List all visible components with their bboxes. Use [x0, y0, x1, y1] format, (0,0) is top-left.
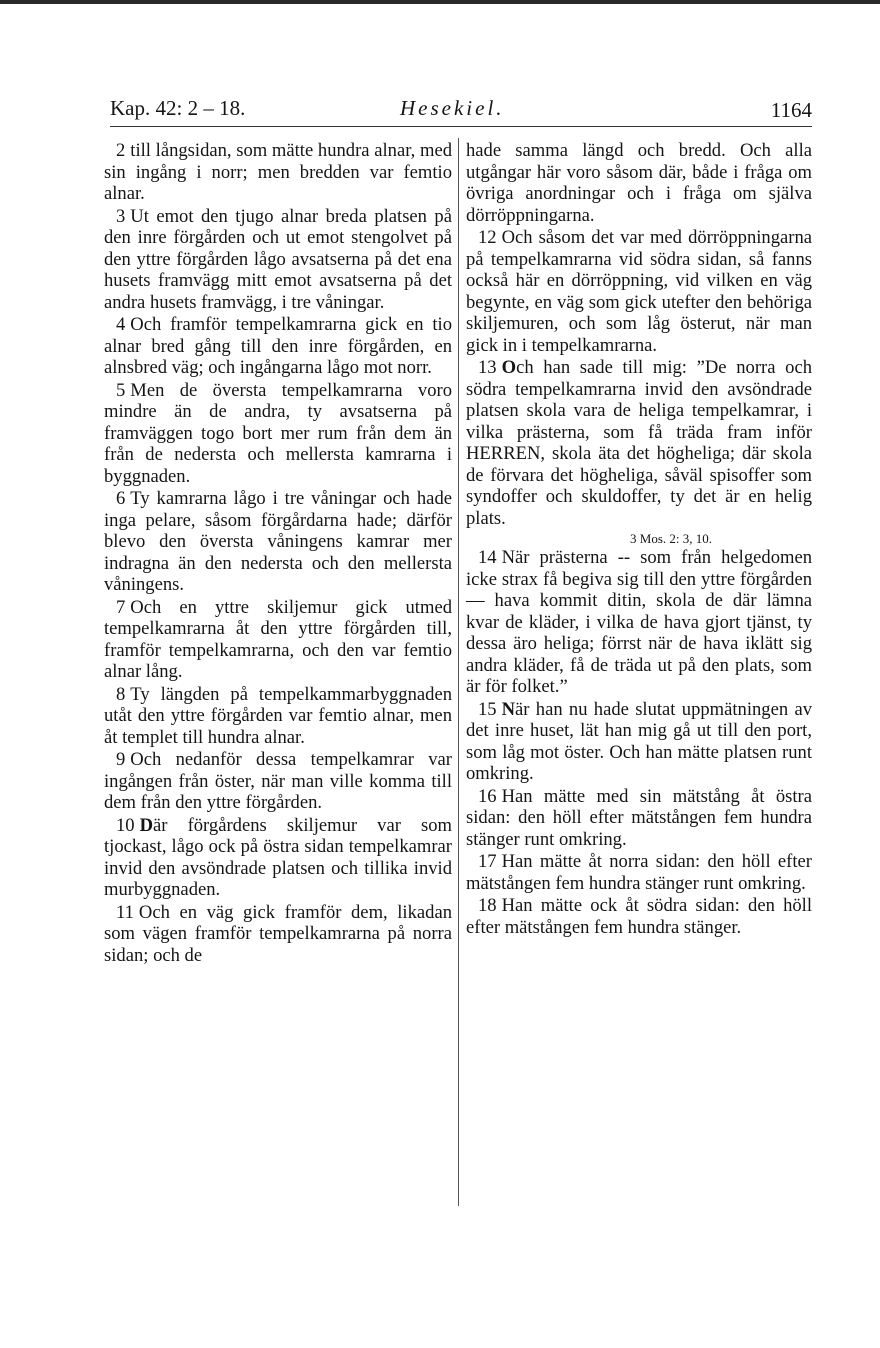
verse-6: 6 Ty kamrarna lågo i tre våningar och hade inga pelare, såsom förgårdarna hade; därför blevo den översta våningens kamrar mer indragna än den nedersta och den mellersta våningens.: [104, 488, 452, 595]
drop-initial: N: [501, 698, 516, 720]
verse-14: 14 När prästerna -- som från helgedomen icke strax få begiva sig till den yttre förgården — hava kommit ditin, skola de där lämna kvar de kläder, i vilka de hava gjort tjänst, ty dessa äro heliga; förrst när de hava iklätt sig andra kläder, få de träda ut på den plats, som är för folket.”: [466, 547, 812, 697]
verse-7: 7 Och en yttre skiljemur gick utmed tempelkamrarna åt den yttre förgården till, framför tempelkamrarna, och den var femtio alnar lång.: [104, 596, 452, 682]
verse-11: 11 Och en väg gick framför dem, likadan som vägen framför tempelkamrarna på norra sidan; och de: [104, 901, 452, 966]
verse-5: 5 Men de översta tempelkamrarna voro mindre än de andra, ty avsatserna på framväggen togo bort mer rum från dem än från de nedersta och mellersta kamrarna i byggnaden.: [104, 379, 452, 487]
page-number: 1164: [770, 98, 812, 122]
cross-reference: 3 Mos. 2: 3, 10.: [630, 531, 712, 546]
verse-12: 12 Och såsom det var med dörröppningarna på tempelkamrarna vid södra sidan, så fanns också här en dörröppning, vid vilken en väg begynte, en väg som gick utefter den behöriga skiljemuren, och som låg österut, när man gick in i tempelkamrarna.: [466, 227, 812, 356]
verse-9: 9 Och nedanför dessa tempelkamrar var ingången från öster, när man ville komma till dem från den yttre förgården.: [104, 749, 452, 813]
drop-initial: D: [139, 814, 154, 836]
verse-17: 17 Han mätte åt norra sidan: den höll efter mätstången fem hundra stänger runt omkring.: [466, 851, 812, 894]
verse-16: 16 Han mätte med sin mätstång åt östra sidan: den höll efter mätstången fem hundra stänger runt omkring.: [466, 785, 812, 850]
right-column: [466, 140, 812, 939]
page-header: [110, 96, 812, 128]
verse-10: 10 Där förgårdens skiljemur var som tjockast, lågo ock på östra sidan tempelkamrar invid den avsöndrade platsen och tillika invid murbyggnaden.: [104, 814, 452, 900]
verse-15: 15 När han nu hade slutat uppmätningen av det inre huset, lät han mig gå ut till den port, som låg mot öster. Och han mätte platsen runt omkring.: [466, 698, 812, 784]
left-column: [104, 140, 452, 967]
drop-initial: O: [501, 357, 517, 378]
header-rule: [110, 126, 812, 127]
page-top-border: [0, 0, 880, 4]
chapter-reference: Kap. 42: 2 – 18.: [110, 96, 246, 120]
verse-11-continued: hade samma längd och bredd. Och alla utgångar här voro såsom där, både i fråga om övriga anordningar och i fråga om själva dörröppningarna.: [466, 140, 812, 226]
verse-3: 3 Ut emot den tjugo alnar breda platsen på den inre förgården och ut emot stengolvet på den yttre förgården lågo avsatserna på det ena husets framvägg mitt emot avsatserna på det andra husets framvägg, i tre våningar.: [104, 205, 452, 313]
verse-18: 18 Han mätte ock åt södra sidan: den höll efter mätstången fem hundra stänger.: [466, 895, 812, 938]
verse-2: 2 till långsidan, som mätte hundra alnar, med sin ingång i norr; men bredden var femtio alnar.: [104, 140, 452, 204]
verse-8: 8 Ty längden på tempelkammarbyggnaden utåt den yttre förgården var femtio alnar, men åt templet till hundra alnar.: [104, 683, 452, 748]
verse-13: 13 Och han sade till mig: ”De norra och södra tempelkamrarna invid den avsöndrade platsen skola vara de heliga tempelkamrar, i vilka prästerna, som få träda fram inför HERREN, skola äta det högheliga; där skola de förvara det högheliga, såväl spisoffer som syndoffer och skuldoffer, ty det är en helig plats.: [466, 357, 812, 529]
verse-4: 4 Och framför tempelkamrarna gick en tio alnar bred gång till den inre förgården, en alnsbred väg; och ingångarna lågo mot norr.: [104, 314, 452, 378]
column-divider: [458, 138, 459, 1206]
book-title: Hesekiel.: [400, 96, 505, 120]
